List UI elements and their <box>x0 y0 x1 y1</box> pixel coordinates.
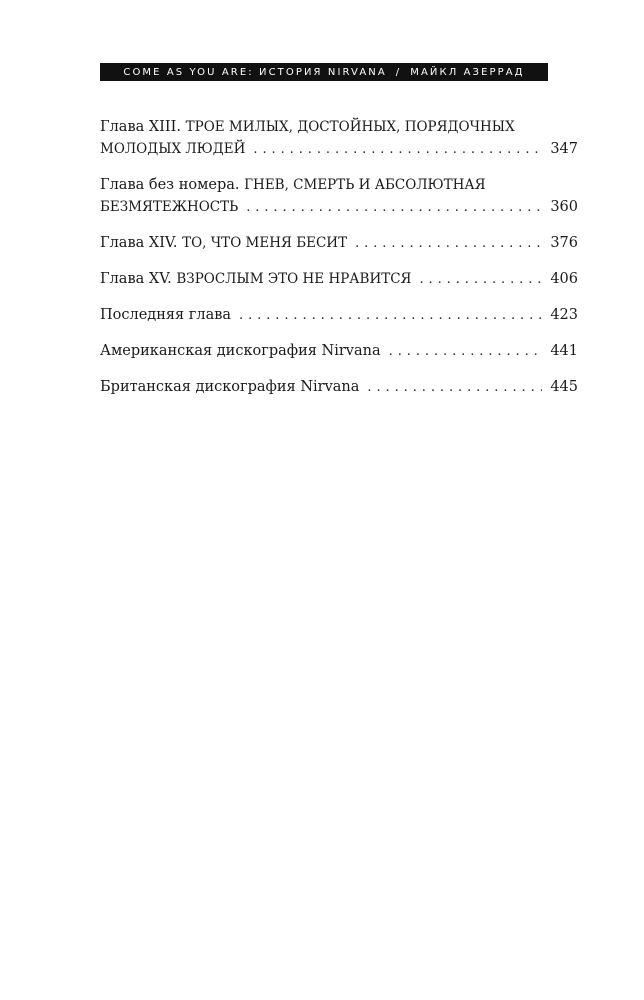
toc-entry-chapter-15[interactable] <box>100 268 578 291</box>
toc-entry-line <box>100 232 578 255</box>
toc-entry-title-continued: БЕЗМЯТЕЖНОСТЬ <box>100 199 239 215</box>
toc-entry-title: ТО, ЧТО МЕНЯ БЕСИТ <box>182 235 348 251</box>
running-header <box>100 63 548 81</box>
toc-entry-unnumbered-chapter[interactable] <box>100 174 578 219</box>
toc-entry-line <box>100 174 578 196</box>
toc-dot-leader <box>367 377 542 399</box>
toc-entry-line <box>100 304 578 327</box>
toc-dot-leader <box>389 341 543 363</box>
table-of-contents <box>100 116 578 412</box>
toc-page-number: 441 <box>550 343 578 359</box>
toc-dot-leader <box>419 269 542 291</box>
toc-entry-chapter-13[interactable] <box>100 116 578 161</box>
toc-entry-us-discography[interactable] <box>100 340 578 363</box>
header-author: МАЙКЛ АЗЕРРАД <box>410 66 525 78</box>
toc-entry-title: Британская дискография Nirvana <box>100 379 360 395</box>
header-separator: / <box>395 66 402 78</box>
toc-entry-line <box>100 340 578 363</box>
toc-entry-title: ГНЕВ, СМЕРТЬ И АБСОЛЮТНАЯ <box>244 177 486 193</box>
toc-page-number: 376 <box>550 235 578 251</box>
toc-entry-line <box>100 138 578 161</box>
toc-entry-title: ВЗРОСЛЫМ ЭТО НЕ НРАВИТСЯ <box>176 271 412 287</box>
toc-entry-title: Американская дискография Nirvana <box>100 343 381 359</box>
toc-dot-leader <box>246 197 542 219</box>
toc-entry-title: ТРОЕ МИЛЫХ, ДОСТОЙНЫХ, ПОРЯДОЧНЫХ <box>185 119 515 135</box>
toc-dot-leader <box>239 305 542 327</box>
toc-entry-title: Последняя глава <box>100 307 232 323</box>
toc-entry-uk-discography[interactable] <box>100 376 578 399</box>
toc-entry-last-chapter[interactable] <box>100 304 578 327</box>
toc-page-number: 360 <box>550 199 578 215</box>
toc-entry-line <box>100 376 578 399</box>
toc-entry-prefix: Глава без номера. <box>100 177 240 193</box>
toc-entry-line <box>100 116 578 138</box>
toc-dot-leader <box>355 233 542 255</box>
toc-entry-title-continued: МОЛОДЫХ ЛЮДЕЙ <box>100 141 246 157</box>
toc-entry-prefix: Глава XIV. <box>100 235 178 251</box>
toc-entry-prefix: Глава XIII. <box>100 119 181 135</box>
toc-page-number: 423 <box>550 307 578 323</box>
toc-dot-leader <box>253 139 542 161</box>
toc-page-number: 406 <box>550 271 578 287</box>
header-book-title: COME AS YOU ARE: ИСТОРИЯ NIRVANA <box>123 66 387 78</box>
toc-entry-prefix: Глава XV. <box>100 271 172 287</box>
toc-page-number: 347 <box>550 141 578 157</box>
toc-entry-line <box>100 268 578 291</box>
toc-entry-chapter-14[interactable] <box>100 232 578 255</box>
toc-page-number: 445 <box>550 379 578 395</box>
toc-entry-line <box>100 196 578 219</box>
